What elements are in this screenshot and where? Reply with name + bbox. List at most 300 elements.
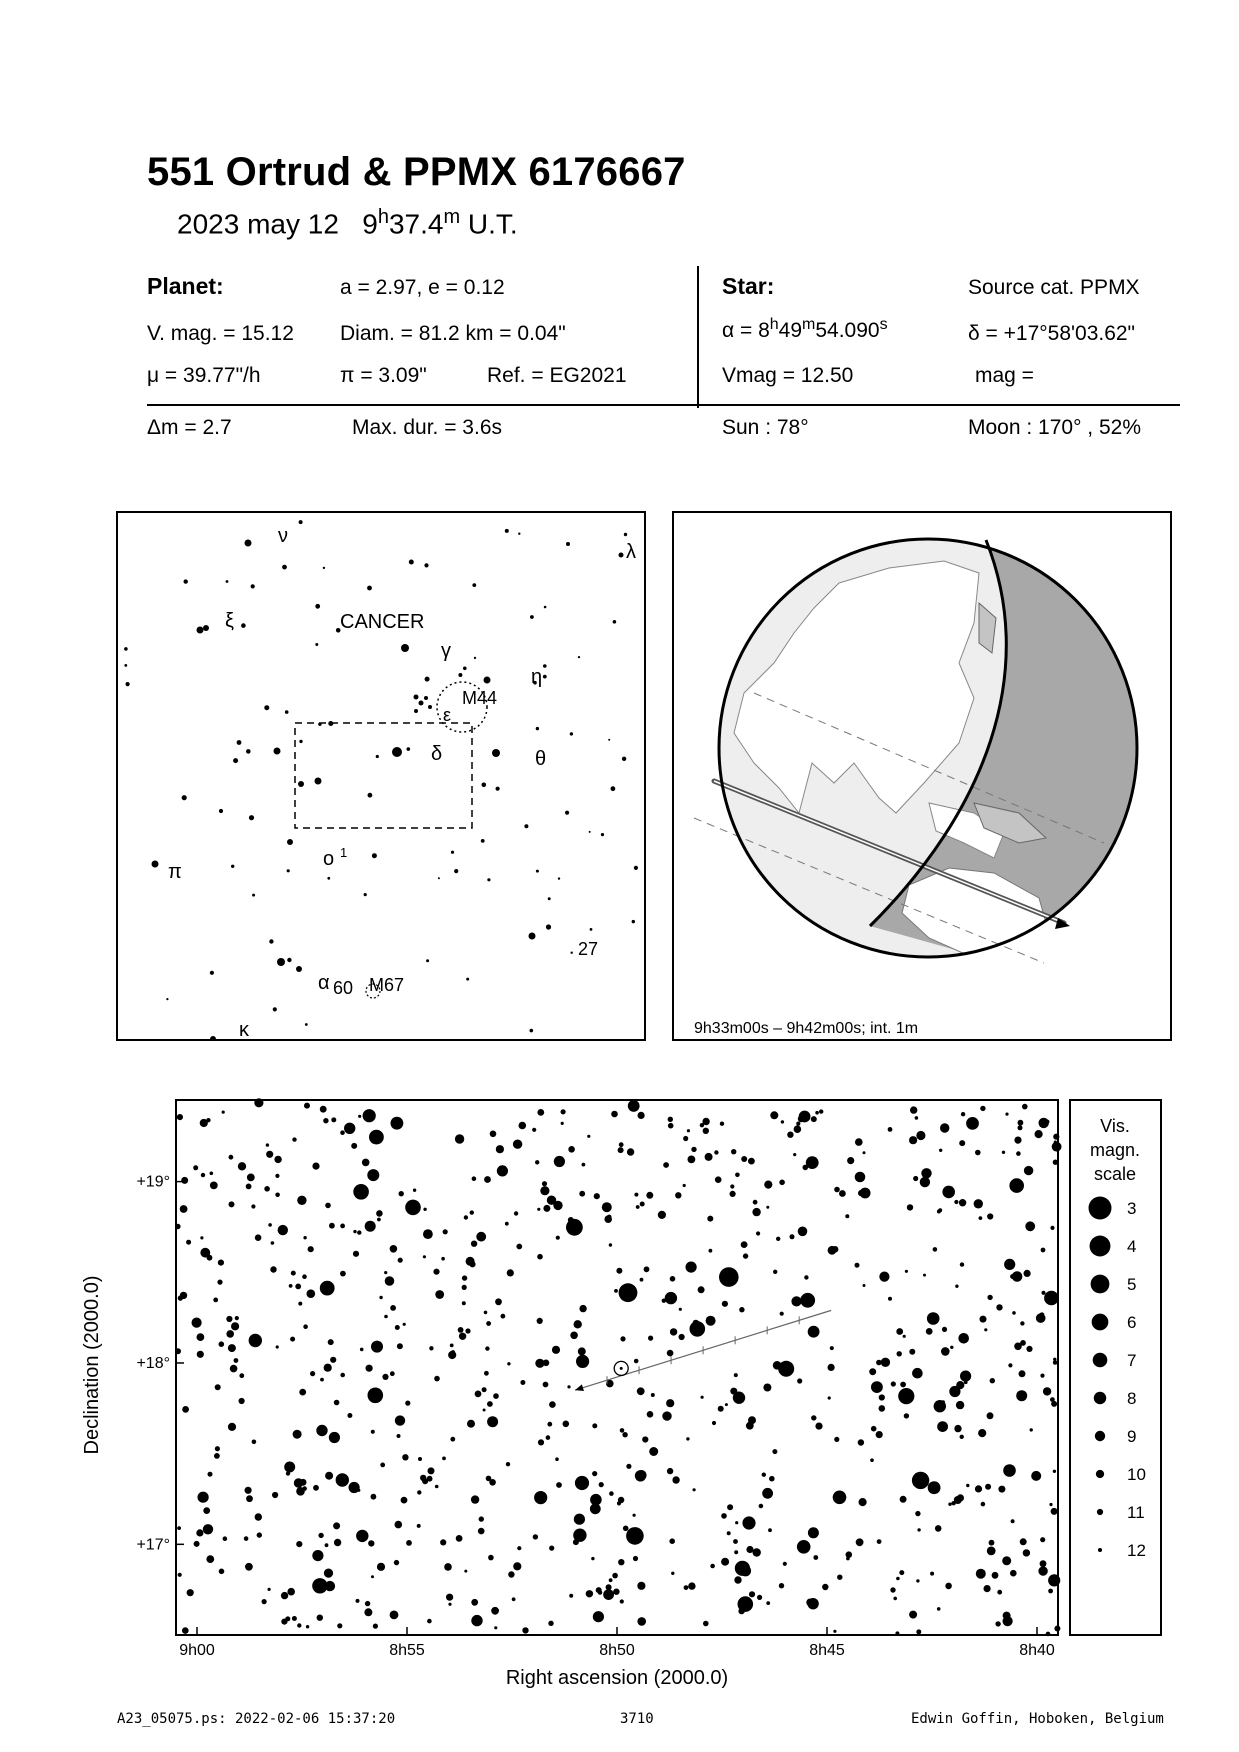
finder-star — [438, 877, 440, 879]
field-star — [538, 1439, 544, 1445]
finder-star — [273, 1007, 277, 1011]
globe-caption: 9h33m00s – 9h42m00s; int. 1m — [694, 1020, 919, 1037]
field-star — [612, 1573, 618, 1579]
finder-star — [219, 809, 223, 813]
field-star — [811, 1415, 816, 1420]
finder-star — [529, 933, 536, 940]
field-star — [635, 1470, 646, 1481]
field-star — [905, 1270, 908, 1273]
field-star — [448, 1351, 456, 1359]
field-star — [684, 1585, 689, 1590]
finder-star — [424, 563, 428, 567]
field-star — [658, 1211, 666, 1219]
finder-star — [298, 781, 304, 787]
finder-star — [241, 623, 246, 628]
star-mag: mag = — [975, 364, 1034, 387]
finder-star — [419, 701, 424, 706]
field-star — [683, 1136, 688, 1141]
field-star — [770, 1111, 778, 1119]
field-star — [833, 1491, 847, 1505]
finder-star — [622, 757, 626, 761]
finder-star — [524, 824, 528, 828]
field-star — [937, 1607, 941, 1611]
field-star — [484, 1176, 491, 1183]
field-star — [797, 1540, 811, 1554]
finder-star — [368, 793, 373, 798]
label-60: 60 — [333, 978, 354, 998]
field-star — [626, 1464, 631, 1469]
field-star — [927, 1312, 940, 1325]
field-star — [718, 1406, 724, 1412]
field-star — [1040, 1537, 1045, 1542]
field-star — [759, 1504, 764, 1509]
finder-star — [566, 542, 570, 546]
field-star — [427, 1619, 432, 1624]
finder-star — [274, 748, 281, 755]
field-star — [813, 1555, 818, 1560]
legend-title: Vis. — [1100, 1116, 1130, 1136]
field-star — [486, 1476, 492, 1482]
field-star — [790, 1234, 795, 1239]
field-star — [276, 1345, 279, 1348]
field-star — [1012, 1311, 1016, 1315]
field-star — [739, 1307, 744, 1312]
field-star — [665, 1292, 677, 1304]
field-star — [691, 1147, 696, 1152]
field-star — [618, 1497, 624, 1503]
field-star — [592, 1471, 597, 1476]
field-star — [613, 1589, 619, 1595]
field-star — [484, 1311, 488, 1315]
field-star — [1024, 1270, 1031, 1277]
field-star — [858, 1439, 864, 1445]
field-star — [828, 1396, 831, 1399]
field-star — [913, 1176, 918, 1181]
field-star — [328, 1339, 334, 1345]
field-star — [357, 1489, 360, 1492]
field-star — [486, 1321, 491, 1326]
field-star — [495, 1298, 502, 1305]
field-star — [762, 1473, 766, 1477]
field-star — [575, 1476, 589, 1490]
field-star — [512, 1597, 516, 1601]
finder-star — [414, 709, 418, 713]
field-star — [1053, 1470, 1056, 1473]
field-star — [634, 1359, 639, 1364]
field-star — [336, 1473, 349, 1486]
finder-star — [424, 696, 428, 700]
field-star — [458, 1327, 464, 1333]
field-star — [353, 1251, 359, 1257]
field-star — [904, 1413, 909, 1418]
field-star — [357, 1230, 361, 1234]
field-star — [471, 1615, 482, 1626]
field-star — [384, 1315, 388, 1319]
field-star — [182, 1406, 189, 1413]
field-star — [915, 1511, 920, 1516]
field-star — [975, 1485, 982, 1492]
field-star — [586, 1590, 593, 1597]
field-star — [428, 1467, 435, 1474]
field-star — [363, 1109, 376, 1122]
field-star — [1020, 1321, 1024, 1325]
event-time-hours: 9 — [362, 208, 378, 240]
field-star — [435, 1485, 439, 1489]
field-star — [567, 1385, 570, 1388]
field-star — [215, 1384, 221, 1390]
label-epsilon: ε — [443, 705, 452, 725]
field-star — [561, 1122, 564, 1125]
field-star — [735, 1521, 738, 1524]
field-star — [793, 1153, 796, 1156]
label-gamma: γ — [441, 640, 451, 662]
field-star — [1046, 1632, 1051, 1637]
field-star — [537, 1318, 543, 1324]
field-star — [640, 1278, 644, 1282]
field-star — [719, 1267, 739, 1287]
field-star — [633, 1556, 638, 1561]
field-star — [344, 1123, 355, 1134]
field-star — [702, 1118, 709, 1125]
finder-star — [632, 920, 635, 923]
x-axis-label: Right ascension (2000.0) — [505, 1667, 729, 1689]
field-star — [776, 1237, 780, 1241]
field-star — [505, 1222, 509, 1226]
field-star — [465, 1328, 470, 1333]
finder-star — [364, 893, 367, 896]
field-star — [663, 1162, 669, 1168]
field-star — [987, 1295, 992, 1300]
field-star — [186, 1240, 191, 1245]
ra-seconds: 54.090 — [815, 319, 880, 342]
finder-star — [245, 540, 252, 547]
field-star — [467, 1420, 475, 1428]
field-star — [670, 1328, 677, 1335]
field-star — [855, 1263, 860, 1268]
finder-star — [401, 644, 409, 652]
field-star — [470, 1210, 474, 1214]
field-star — [423, 1229, 433, 1239]
field-star — [310, 1371, 315, 1376]
field-star — [405, 1200, 421, 1216]
field-star — [923, 1274, 926, 1277]
field-star — [926, 1328, 933, 1335]
field-star — [709, 1249, 713, 1253]
field-star — [998, 1486, 1005, 1493]
finder-star — [530, 615, 534, 619]
field-star — [915, 1116, 919, 1120]
field-star — [371, 1494, 377, 1500]
field-star — [710, 1564, 715, 1569]
delta-mag: Δm = 2.7 — [147, 416, 232, 439]
field-star — [317, 1615, 323, 1621]
finder-star — [277, 958, 285, 966]
finder-star — [299, 520, 303, 524]
finder-star — [166, 998, 168, 1000]
field-star — [268, 1588, 271, 1591]
field-star — [819, 1109, 823, 1113]
field-star — [920, 1177, 930, 1187]
star-source: Source cat. PPMX — [968, 276, 1140, 299]
field-star — [781, 1120, 784, 1123]
field-star — [522, 1627, 528, 1633]
field-star — [377, 1563, 385, 1571]
field-star — [483, 1409, 486, 1412]
x-tick-label: 9h00 — [179, 1642, 215, 1659]
field-star — [312, 1578, 327, 1593]
field-star — [266, 1151, 273, 1158]
field-star — [333, 1522, 340, 1529]
finder-star — [323, 567, 325, 569]
field-star — [799, 1111, 811, 1123]
time-scale: U.T. — [467, 208, 518, 240]
legend-dot — [1090, 1236, 1111, 1257]
field-star — [603, 1589, 614, 1600]
field-star — [879, 1272, 889, 1282]
planet-vmag: V. mag. = 15.12 — [147, 322, 294, 345]
field-star — [475, 1391, 482, 1398]
field-star — [611, 1111, 618, 1118]
finder-star — [634, 866, 638, 870]
finder-star — [458, 673, 462, 677]
field-star — [598, 1590, 603, 1595]
globe-svg — [674, 513, 1170, 1039]
finder-star — [210, 971, 214, 975]
finder-star — [407, 747, 411, 751]
field-star — [1051, 1508, 1058, 1515]
field-star — [618, 1559, 624, 1565]
field-star — [507, 1269, 514, 1276]
footer-page: 3710 — [620, 1711, 654, 1727]
field-star — [670, 1276, 676, 1282]
field-star — [496, 1145, 504, 1153]
field-star — [371, 1341, 383, 1353]
field-star — [609, 1578, 613, 1582]
field-star — [877, 1539, 882, 1544]
field-star — [876, 1431, 883, 1438]
finder-star — [474, 657, 476, 659]
field-star — [978, 1429, 986, 1437]
label-xi: ξ — [225, 610, 234, 632]
field-star — [960, 1435, 964, 1439]
field-star — [741, 1156, 747, 1162]
field-star — [364, 1608, 372, 1616]
field-star — [730, 1388, 737, 1395]
field-star — [222, 1111, 225, 1114]
field-star — [687, 1129, 690, 1132]
field-star — [855, 1138, 863, 1146]
field-star — [239, 1398, 245, 1404]
detail-chart — [70, 1090, 1170, 1700]
field-star — [587, 1135, 590, 1138]
field-star — [368, 1388, 384, 1404]
field-star — [721, 1513, 727, 1519]
event-datetime — [177, 206, 518, 240]
field-star — [672, 1476, 679, 1483]
finder-star — [492, 749, 500, 757]
field-star — [208, 1472, 213, 1477]
field-star — [769, 1476, 775, 1482]
field-star — [471, 1495, 479, 1503]
field-star — [340, 1271, 346, 1277]
field-star — [229, 1155, 234, 1160]
field-star — [506, 1462, 510, 1466]
finder-star — [546, 924, 551, 929]
field-star — [742, 1516, 755, 1529]
field-star — [666, 1399, 674, 1407]
label-omicron-index: 1 — [340, 845, 348, 860]
label-alpha: α — [318, 972, 330, 994]
field-star — [900, 1496, 907, 1503]
field-star — [482, 1387, 487, 1392]
field-star — [215, 1446, 220, 1451]
planet-parallax: π = 3.09" — [340, 364, 427, 387]
finder-star — [482, 783, 487, 788]
field-star — [270, 1266, 276, 1272]
field-star — [334, 1400, 340, 1406]
field-star — [245, 1563, 253, 1571]
field-star — [297, 1196, 306, 1205]
field-star — [604, 1215, 612, 1223]
finder-star — [285, 710, 289, 714]
field-star — [749, 1591, 755, 1597]
field-star — [930, 1572, 934, 1576]
field-star — [401, 1497, 408, 1504]
finder-star — [376, 755, 379, 758]
field-star — [180, 1205, 188, 1213]
field-star — [787, 1132, 793, 1138]
field-star — [748, 1416, 756, 1424]
field-star — [798, 1227, 808, 1237]
field-star — [229, 1201, 235, 1207]
field-star — [772, 1449, 777, 1454]
field-star — [181, 1177, 188, 1184]
field-star — [292, 1616, 297, 1621]
field-star — [935, 1525, 942, 1532]
field-star — [705, 1153, 713, 1161]
field-star — [1014, 1343, 1022, 1351]
legend-magnitude-label: 10 — [1127, 1465, 1146, 1484]
finder-star — [454, 869, 458, 873]
field-star — [833, 1630, 836, 1633]
field-star — [520, 1380, 525, 1385]
field-star — [636, 1205, 640, 1209]
field-star — [917, 1528, 920, 1531]
field-star — [563, 1421, 570, 1428]
label-m67: M67 — [369, 975, 405, 995]
field-star — [701, 1396, 704, 1399]
field-star — [773, 1270, 777, 1274]
footer-file: A23_05075.ps: 2022-02-06 15:37:20 — [117, 1711, 396, 1727]
finder-star — [472, 583, 476, 587]
field-star — [219, 1569, 225, 1575]
field-star — [921, 1168, 931, 1178]
field-star — [257, 1532, 262, 1537]
field-star — [734, 1373, 738, 1377]
field-star — [1014, 1137, 1021, 1144]
field-star — [554, 1156, 565, 1167]
finder-star — [487, 878, 490, 881]
field-star — [980, 1316, 987, 1323]
finder-star — [287, 839, 293, 845]
field-star — [516, 1244, 522, 1250]
field-star — [1018, 1125, 1023, 1130]
field-star — [203, 1507, 210, 1514]
field-star — [289, 1284, 293, 1288]
field-star — [292, 1137, 296, 1141]
planet-ref: Ref. = EG2021 — [487, 364, 627, 387]
field-star — [337, 1623, 342, 1628]
field-star — [210, 1182, 218, 1190]
field-star — [937, 1210, 941, 1214]
field-star — [834, 1437, 839, 1442]
field-star — [898, 1388, 914, 1404]
field-star — [351, 1143, 357, 1149]
field-star — [533, 1534, 538, 1539]
field-star — [706, 1316, 716, 1326]
field-star — [748, 1158, 755, 1165]
field-star — [549, 1546, 554, 1551]
field-star — [1041, 1248, 1046, 1253]
field-star — [395, 1325, 400, 1330]
field-star — [764, 1181, 772, 1189]
field-star — [757, 1595, 762, 1600]
finder-star — [518, 533, 520, 535]
field-star — [644, 1266, 650, 1272]
field-star — [418, 1457, 422, 1461]
field-star — [316, 1425, 327, 1436]
field-star — [1016, 1390, 1027, 1401]
field-star — [990, 1378, 995, 1383]
field-star — [679, 1334, 685, 1340]
field-star — [356, 1530, 368, 1542]
finder-star — [536, 870, 539, 873]
field-star — [340, 1373, 345, 1378]
y-tick-label: +18° — [136, 1354, 170, 1372]
field-star — [828, 1246, 837, 1255]
field-star — [462, 1275, 467, 1280]
field-star — [830, 1346, 834, 1350]
finder-star — [544, 606, 547, 609]
field-star — [302, 1274, 307, 1279]
field-star — [203, 1524, 213, 1534]
field-star — [514, 1211, 518, 1215]
field-star — [1005, 1113, 1008, 1116]
field-star — [487, 1401, 493, 1407]
field-star — [540, 1186, 549, 1195]
field-star — [626, 1527, 644, 1545]
field-star — [806, 1599, 814, 1607]
field-star — [822, 1584, 828, 1590]
field-star — [324, 1569, 333, 1578]
field-star — [667, 1350, 674, 1357]
field-star — [961, 1112, 965, 1116]
label-m44: M44 — [462, 688, 498, 708]
finder-star — [126, 682, 130, 686]
planet-heading: Planet: — [147, 273, 224, 299]
field-star — [429, 1346, 433, 1350]
field-star — [1052, 1142, 1062, 1152]
field-star — [1043, 1387, 1051, 1395]
field-star — [897, 1351, 902, 1356]
field-star — [753, 1200, 758, 1205]
legend-magnitude-label: 6 — [1127, 1313, 1137, 1332]
field-star — [896, 1577, 900, 1581]
field-star — [552, 1346, 560, 1354]
field-star — [712, 1421, 716, 1425]
field-star — [735, 1561, 750, 1576]
finder-star — [249, 815, 254, 820]
